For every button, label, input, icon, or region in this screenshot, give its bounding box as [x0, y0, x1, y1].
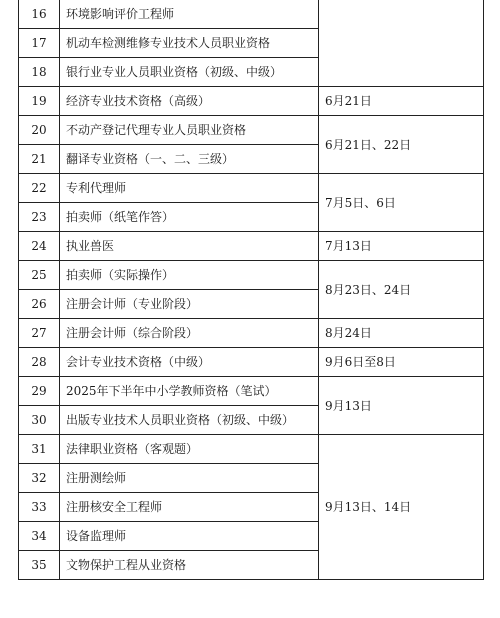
exam-name: 经济专业技术资格（高级）: [60, 87, 319, 116]
row-number: 32: [19, 464, 60, 493]
row-number: 22: [19, 174, 60, 203]
table-row: [19, 377, 484, 406]
exam-name: 不动产登记代理专业人员职业资格: [60, 116, 319, 145]
exam-date: 7月13日: [319, 232, 484, 261]
row-number: 18: [19, 58, 60, 87]
row-number: 21: [19, 145, 60, 174]
exam-date: 7月5日、6日: [319, 174, 484, 232]
exam-date: 9月13日、14日: [319, 435, 484, 580]
exam-name: 注册核安全工程师: [60, 493, 319, 522]
row-number: 34: [19, 522, 60, 551]
exam-name: 文物保护工程从业资格: [60, 551, 319, 580]
row-number: 25: [19, 261, 60, 290]
table-row: [19, 174, 484, 203]
exam-name: 执业兽医: [60, 232, 319, 261]
row-number: 35: [19, 551, 60, 580]
exam-name: 银行业专业人员职业资格（初级、中级）: [60, 58, 319, 87]
exam-date: 8月24日: [319, 319, 484, 348]
row-number: 24: [19, 232, 60, 261]
exam-date: 8月23日、24日: [319, 261, 484, 319]
table-row: [19, 319, 484, 348]
table-row: [19, 232, 484, 261]
exam-schedule: [18, 0, 484, 580]
exam-name: 翻译专业资格（一、二、三级）: [60, 145, 319, 174]
row-number: 16: [19, 0, 60, 29]
exam-name: 环境影响评价工程师: [60, 0, 319, 29]
exam-name: 专利代理师: [60, 174, 319, 203]
row-number: 23: [19, 203, 60, 232]
exam-name: 2025年下半年中小学教师资格（笔试）: [60, 377, 319, 406]
row-number: 28: [19, 348, 60, 377]
row-number: 27: [19, 319, 60, 348]
exam-name: 拍卖师（纸笔作答）: [60, 203, 319, 232]
exam-name: 设备监理师: [60, 522, 319, 551]
row-number: 29: [19, 377, 60, 406]
table-row: [19, 116, 484, 145]
row-number: 30: [19, 406, 60, 435]
exam-name: 注册测绘师: [60, 464, 319, 493]
exam-name: 注册会计师（综合阶段）: [60, 319, 319, 348]
row-number: 19: [19, 87, 60, 116]
exam-schedule-table: [18, 0, 484, 580]
row-number: 20: [19, 116, 60, 145]
table-row: [19, 261, 484, 290]
exam-date: [319, 0, 484, 87]
table-row: [19, 435, 484, 464]
exam-name: 拍卖师（实际操作）: [60, 261, 319, 290]
exam-name: 注册会计师（专业阶段）: [60, 290, 319, 319]
table-row: [19, 348, 484, 377]
row-number: 33: [19, 493, 60, 522]
exam-date: 9月13日: [319, 377, 484, 435]
table-row: [19, 0, 484, 29]
exam-name: 法律职业资格（客观题）: [60, 435, 319, 464]
exam-date: 6月21日: [319, 87, 484, 116]
row-number: 31: [19, 435, 60, 464]
exam-name: 机动车检测维修专业技术人员职业资格: [60, 29, 319, 58]
row-number: 17: [19, 29, 60, 58]
exam-date: 9月6日至8日: [319, 348, 484, 377]
table-row: [19, 87, 484, 116]
row-number: 26: [19, 290, 60, 319]
exam-name: 会计专业技术资格（中级）: [60, 348, 319, 377]
exam-name: 出版专业技术人员职业资格（初级、中级）: [60, 406, 319, 435]
exam-date: 6月21日、22日: [319, 116, 484, 174]
